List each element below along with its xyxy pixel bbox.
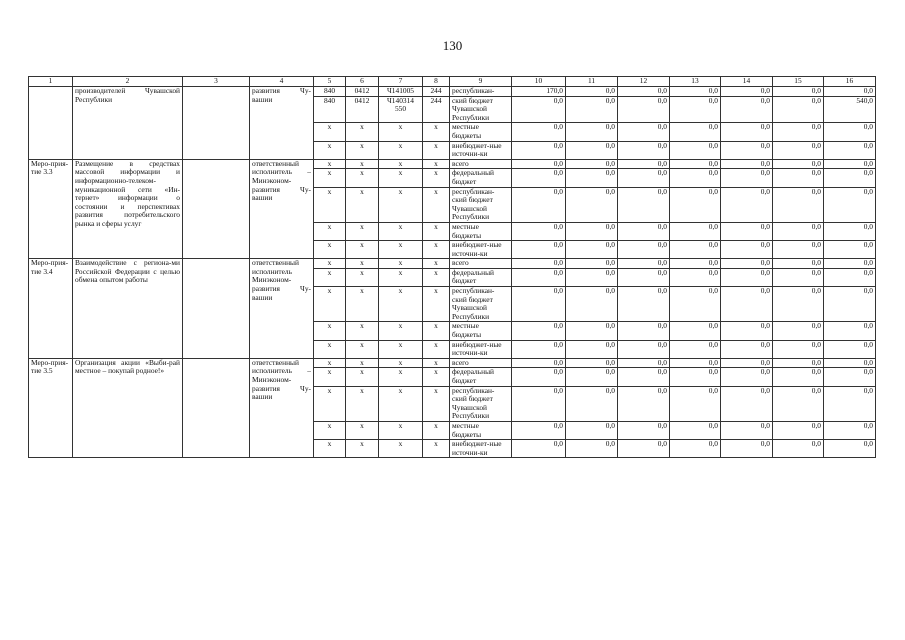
col-5-cell: x [314, 322, 346, 340]
value-cell: 0,0 [670, 222, 721, 240]
column-number: 2 [73, 77, 183, 87]
col-5-cell: 840 [314, 87, 346, 97]
col-8-cell: x [423, 169, 450, 187]
value-cell: 0,0 [566, 358, 618, 368]
value-cell: 0,0 [824, 368, 876, 386]
col-8-cell: x [423, 322, 450, 340]
value-cell: 0,0 [566, 222, 618, 240]
value-cell: 0,0 [824, 169, 876, 187]
value-cell: 0,0 [721, 87, 773, 97]
funding-source-cell: федеральный бюджет [450, 368, 512, 386]
col-7-cell: x [379, 123, 423, 141]
value-cell: 0,0 [670, 368, 721, 386]
funding-source-cell: федеральный бюджет [450, 268, 512, 286]
funding-source-cell: внебюджет-ные источни-ки [450, 340, 512, 358]
value-cell: 0,0 [566, 169, 618, 187]
value-cell: 0,0 [773, 340, 824, 358]
col-6-cell: x [346, 259, 379, 269]
value-cell: 0,0 [566, 340, 618, 358]
budget-table [28, 76, 876, 458]
funding-source-cell: всего [450, 259, 512, 269]
empty-cell [183, 87, 250, 160]
value-cell: 0,0 [721, 159, 773, 169]
value-cell: 0,0 [721, 268, 773, 286]
col-8-cell: x [423, 421, 450, 439]
table-row [29, 87, 876, 97]
funding-source-cell: всего [450, 159, 512, 169]
value-cell: 0,0 [566, 368, 618, 386]
col-5-cell: x [314, 141, 346, 159]
col-5-cell: x [314, 358, 346, 368]
value-cell: 0,0 [512, 287, 566, 322]
funding-source-cell: республикан-ский бюджет Чувашской Республики [450, 187, 512, 222]
col-7-cell: x [379, 322, 423, 340]
value-cell: 0,0 [512, 368, 566, 386]
column-number: 4 [250, 77, 314, 87]
value-cell: 0,0 [566, 87, 618, 97]
value-cell: 0,0 [618, 386, 670, 421]
value-cell: 0,0 [670, 187, 721, 222]
value-cell: 0,0 [773, 241, 824, 259]
value-cell: 0,0 [721, 259, 773, 269]
col-5-cell: x [314, 368, 346, 386]
value-cell: 0,0 [618, 123, 670, 141]
col-6-cell: 0412 [346, 87, 379, 97]
col-7-cell: x [379, 222, 423, 240]
value-cell: 0,0 [512, 222, 566, 240]
value-cell: 0,0 [618, 340, 670, 358]
value-cell: 0,0 [512, 322, 566, 340]
funding-source-cell: республикан-ский бюджет Чувашской Республики [450, 287, 512, 322]
table-row [29, 159, 876, 169]
value-cell: 0,0 [618, 268, 670, 286]
value-cell: 0,0 [670, 241, 721, 259]
funding-source-cell: внебюджет-ные источни-ки [450, 141, 512, 159]
column-number-row [29, 77, 876, 87]
col-8-cell: x [423, 187, 450, 222]
col-6-cell: x [346, 386, 379, 421]
funding-source-cell: всего [450, 358, 512, 368]
value-cell: 0,0 [721, 241, 773, 259]
value-cell: 0,0 [721, 222, 773, 240]
value-cell: 0,0 [824, 87, 876, 97]
col-7-cell: x [379, 358, 423, 368]
col-7-cell: x [379, 287, 423, 322]
value-cell: 0,0 [773, 322, 824, 340]
col-6-cell: x [346, 340, 379, 358]
col-8-cell: x [423, 141, 450, 159]
value-cell: 0,0 [566, 421, 618, 439]
col-6-cell: x [346, 222, 379, 240]
executor-cell: ответственный исполнитель – Минэконом-развития Чу-вашии [250, 358, 314, 458]
col-8-cell: x [423, 123, 450, 141]
value-cell: 0,0 [670, 169, 721, 187]
value-cell: 0,0 [824, 222, 876, 240]
value-cell: 170,0 [512, 87, 566, 97]
table-row [29, 358, 876, 368]
column-number: 5 [314, 77, 346, 87]
funding-source-cell: внебюджет-ные источни-ки [450, 440, 512, 458]
funding-source-cell: республикан-ский бюджет Чувашской Республики [450, 386, 512, 421]
value-cell: 0,0 [773, 386, 824, 421]
value-cell: 0,0 [670, 358, 721, 368]
value-cell: 0,0 [566, 386, 618, 421]
value-cell: 0,0 [512, 123, 566, 141]
executor-cell: ответственный исполнитель Минэконом-развития Чу-вашии [250, 259, 314, 359]
col-8-cell: 244 [423, 87, 450, 97]
col-5-cell: x [314, 123, 346, 141]
value-cell: 0,0 [824, 287, 876, 322]
col-6-cell: x [346, 268, 379, 286]
value-cell: 0,0 [721, 340, 773, 358]
column-number: 10 [512, 77, 566, 87]
column-number: 8 [423, 77, 450, 87]
col-5-cell: x [314, 287, 346, 322]
value-cell: 0,0 [618, 421, 670, 439]
col-6-cell: x [346, 421, 379, 439]
value-cell: 540,0 [824, 96, 876, 123]
col-5-cell: x [314, 187, 346, 222]
col-5-cell: x [314, 222, 346, 240]
value-cell: 0,0 [670, 268, 721, 286]
col-6-cell: x [346, 368, 379, 386]
col-8-cell: x [423, 287, 450, 322]
col-6-cell: x [346, 141, 379, 159]
value-cell: 0,0 [721, 169, 773, 187]
value-cell: 0,0 [721, 440, 773, 458]
value-cell: 0,0 [721, 141, 773, 159]
col-8-cell: x [423, 241, 450, 259]
col-7-cell: x [379, 421, 423, 439]
value-cell: 0,0 [773, 141, 824, 159]
value-cell: 0,0 [773, 287, 824, 322]
value-cell: 0,0 [512, 421, 566, 439]
col-7-cell: x [379, 259, 423, 269]
value-cell: 0,0 [670, 259, 721, 269]
value-cell: 0,0 [566, 141, 618, 159]
value-cell: 0,0 [670, 440, 721, 458]
value-cell: 0,0 [773, 96, 824, 123]
value-cell: 0,0 [773, 222, 824, 240]
col-8-cell: x [423, 358, 450, 368]
value-cell: 0,0 [618, 287, 670, 322]
value-cell: 0,0 [512, 259, 566, 269]
value-cell: 0,0 [512, 340, 566, 358]
col-7-cell: x [379, 386, 423, 421]
col-7-cell: Ч140314 550 [379, 96, 423, 123]
col-5-cell: x [314, 241, 346, 259]
value-cell: 0,0 [512, 159, 566, 169]
activity-code-cell: Меро-прия-тие 3.5 [29, 358, 73, 458]
col-8-cell: x [423, 440, 450, 458]
col-8-cell: x [423, 268, 450, 286]
value-cell: 0,0 [721, 96, 773, 123]
empty-cell [183, 358, 250, 458]
value-cell: 0,0 [824, 358, 876, 368]
value-cell: 0,0 [618, 96, 670, 123]
col-7-cell: x [379, 159, 423, 169]
col-7-cell: x [379, 268, 423, 286]
value-cell: 0,0 [773, 259, 824, 269]
funding-source-cell: ский бюджет Чувашской Республики [450, 96, 512, 123]
value-cell: 0,0 [670, 322, 721, 340]
value-cell: 0,0 [824, 159, 876, 169]
value-cell: 0,0 [566, 241, 618, 259]
funding-source-cell: местные бюджеты [450, 322, 512, 340]
funding-source-cell: местные бюджеты [450, 123, 512, 141]
col-6-cell: x [346, 123, 379, 141]
value-cell: 0,0 [773, 123, 824, 141]
col-6-cell: x [346, 440, 379, 458]
value-cell: 0,0 [773, 368, 824, 386]
col-6-cell: 0412 [346, 96, 379, 123]
col-8-cell: x [423, 222, 450, 240]
value-cell: 0,0 [566, 440, 618, 458]
value-cell: 0,0 [512, 440, 566, 458]
activity-code-cell [29, 87, 73, 160]
value-cell: 0,0 [512, 169, 566, 187]
value-cell: 0,0 [721, 368, 773, 386]
funding-source-cell: республикан- [450, 87, 512, 97]
col-6-cell: x [346, 358, 379, 368]
value-cell: 0,0 [512, 187, 566, 222]
col-5-cell: x [314, 421, 346, 439]
value-cell: 0,0 [512, 268, 566, 286]
value-cell: 0,0 [566, 96, 618, 123]
col-7-cell: Ч141005 [379, 87, 423, 97]
col-5-cell: x [314, 340, 346, 358]
value-cell: 0,0 [670, 159, 721, 169]
col-7-cell: x [379, 440, 423, 458]
activity-name-cell: Организация акции «Выби-рай местное – покупай родное!» [73, 358, 183, 458]
value-cell: 0,0 [670, 141, 721, 159]
col-6-cell: x [346, 322, 379, 340]
col-7-cell: x [379, 241, 423, 259]
col-8-cell: x [423, 368, 450, 386]
column-number: 7 [379, 77, 423, 87]
value-cell: 0,0 [773, 169, 824, 187]
col-5-cell: x [314, 169, 346, 187]
col-7-cell: x [379, 169, 423, 187]
column-number: 13 [670, 77, 721, 87]
value-cell: 0,0 [773, 440, 824, 458]
col-5-cell: x [314, 440, 346, 458]
funding-source-cell: внебюджет-ные источни-ки [450, 241, 512, 259]
col-7-cell: x [379, 368, 423, 386]
value-cell: 0,0 [618, 159, 670, 169]
column-number: 3 [183, 77, 250, 87]
value-cell: 0,0 [512, 386, 566, 421]
value-cell: 0,0 [670, 386, 721, 421]
value-cell: 0,0 [618, 169, 670, 187]
value-cell: 0,0 [618, 440, 670, 458]
column-number: 1 [29, 77, 73, 87]
col-8-cell: x [423, 340, 450, 358]
value-cell: 0,0 [618, 187, 670, 222]
col-5-cell: x [314, 268, 346, 286]
col-6-cell: x [346, 169, 379, 187]
value-cell: 0,0 [721, 358, 773, 368]
activity-name-cell: Размещение в средствах массовой информации и информационно-телеком-муникационной сети «Ин-тернет» информации о состоянии и перспективах развития потребительского рынка и сферы услуг [73, 159, 183, 259]
value-cell: 0,0 [618, 358, 670, 368]
column-number: 12 [618, 77, 670, 87]
value-cell: 0,0 [618, 241, 670, 259]
value-cell: 0,0 [566, 287, 618, 322]
value-cell: 0,0 [773, 358, 824, 368]
value-cell: 0,0 [512, 141, 566, 159]
value-cell: 0,0 [721, 322, 773, 340]
value-cell: 0,0 [566, 159, 618, 169]
column-number: 11 [566, 77, 618, 87]
value-cell: 0,0 [721, 421, 773, 439]
value-cell: 0,0 [824, 141, 876, 159]
value-cell: 0,0 [721, 123, 773, 141]
value-cell: 0,0 [721, 187, 773, 222]
value-cell: 0,0 [566, 322, 618, 340]
value-cell: 0,0 [824, 259, 876, 269]
activity-code-cell: Меро-прия-тие 3.4 [29, 259, 73, 359]
value-cell: 0,0 [824, 322, 876, 340]
value-cell: 0,0 [512, 241, 566, 259]
activity-name-cell: производителей Чувашской Республики [73, 87, 183, 160]
col-8-cell: x [423, 386, 450, 421]
col-5-cell: 840 [314, 96, 346, 123]
funding-source-cell: федеральный бюджет [450, 169, 512, 187]
column-number: 16 [824, 77, 876, 87]
value-cell: 0,0 [618, 259, 670, 269]
column-number: 15 [773, 77, 824, 87]
value-cell: 0,0 [618, 368, 670, 386]
value-cell: 0,0 [618, 322, 670, 340]
value-cell: 0,0 [618, 87, 670, 97]
value-cell: 0,0 [512, 358, 566, 368]
col-5-cell: x [314, 386, 346, 421]
value-cell: 0,0 [618, 222, 670, 240]
value-cell: 0,0 [670, 287, 721, 322]
value-cell: 0,0 [773, 421, 824, 439]
col-7-cell: x [379, 340, 423, 358]
value-cell: 0,0 [824, 241, 876, 259]
value-cell: 0,0 [670, 340, 721, 358]
col-5-cell: x [314, 159, 346, 169]
funding-source-cell: местные бюджеты [450, 421, 512, 439]
value-cell: 0,0 [773, 159, 824, 169]
value-cell: 0,0 [670, 421, 721, 439]
col-7-cell: x [379, 141, 423, 159]
col-5-cell: x [314, 259, 346, 269]
funding-source-cell: местные бюджеты [450, 222, 512, 240]
value-cell: 0,0 [618, 141, 670, 159]
value-cell: 0,0 [566, 259, 618, 269]
value-cell: 0,0 [824, 340, 876, 358]
value-cell: 0,0 [670, 123, 721, 141]
value-cell: 0,0 [566, 123, 618, 141]
value-cell: 0,0 [566, 268, 618, 286]
table-row [29, 259, 876, 269]
value-cell: 0,0 [566, 187, 618, 222]
col-8-cell: 244 [423, 96, 450, 123]
value-cell: 0,0 [721, 287, 773, 322]
empty-cell [183, 159, 250, 259]
column-number: 9 [450, 77, 512, 87]
column-number: 14 [721, 77, 773, 87]
col-6-cell: x [346, 241, 379, 259]
page-number: 130 [442, 38, 463, 53]
col-8-cell: x [423, 159, 450, 169]
activity-name-cell: Взаимодействие с региона-ми Российской Федерации с целью обмена опытом работы [73, 259, 183, 359]
value-cell: 0,0 [670, 96, 721, 123]
executor-cell: развития Чу-вашии [250, 87, 314, 160]
value-cell: 0,0 [824, 187, 876, 222]
value-cell: 0,0 [721, 386, 773, 421]
value-cell: 0,0 [670, 87, 721, 97]
empty-cell [183, 259, 250, 359]
executor-cell: ответственный исполнитель – Минэконом-развития Чу-вашии [250, 159, 314, 259]
value-cell: 0,0 [824, 440, 876, 458]
value-cell: 0,0 [773, 187, 824, 222]
col-8-cell: x [423, 259, 450, 269]
value-cell: 0,0 [824, 123, 876, 141]
value-cell: 0,0 [824, 421, 876, 439]
col-7-cell: x [379, 187, 423, 222]
value-cell: 0,0 [824, 268, 876, 286]
col-6-cell: x [346, 287, 379, 322]
value-cell: 0,0 [773, 268, 824, 286]
col-6-cell: x [346, 187, 379, 222]
col-6-cell: x [346, 159, 379, 169]
value-cell: 0,0 [512, 96, 566, 123]
column-number: 6 [346, 77, 379, 87]
value-cell: 0,0 [824, 386, 876, 421]
activity-code-cell: Меро-прия-тие 3.3 [29, 159, 73, 259]
value-cell: 0,0 [773, 87, 824, 97]
